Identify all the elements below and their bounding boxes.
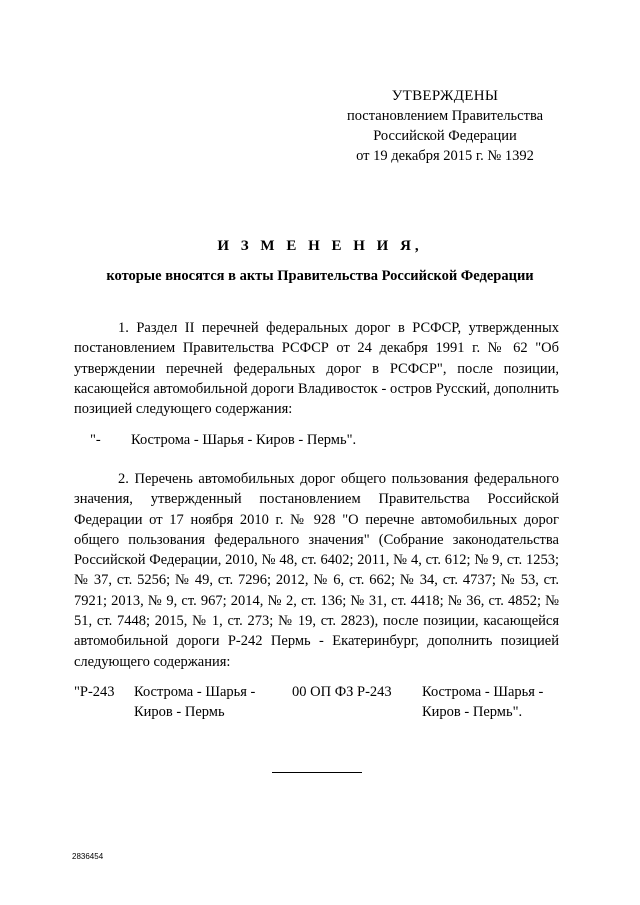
- footer-code: 2836454: [72, 852, 104, 861]
- document-heading: [70, 236, 570, 286]
- approval-title: УТВЕРЖДЕНЫ: [391, 88, 499, 104]
- road-code: "Р-243: [74, 684, 115, 700]
- road-route-2: Кострома - Шарья - Киров - Пермь".: [422, 684, 544, 720]
- paragraph-1: 1. Раздел II перечней федеральных дорог в РСФСР, утвержденных постановлением Правительства РСФСР от 24 декабря 1991 г. № 62 "Об утверждении перечней федеральных дорог в РСФСР", после позиции, касающейся автомобильной дороги Владивосток - остров Русский, дополнить позицией следующего содержания:: [74, 320, 559, 418]
- paragraph-2: 2. Перечень автомобильных дорог общего пользования федерального значения, утвержденный постановлением Правительства Российской Федерации от 17 ноября 2010 г. № 928 "О перечне автомобильных дорог общего пользования федерального значения" (Собрание законодательства Российской Федерации, 2010, № 48, ст. 6402; 2011, № 4, ст. 612; № 9, ст. 1253; № 37, ст. 5256; № 49, ст. 7296; 2012, № 6, ст. 662; № 34, ст. 4737; № 53, ст. 7921; 2013, № 9, ст. 967; 2014, № 2, ст. 136; № 31, ст. 4418; № 36, ст. 4852; № 51, ст. 7448; 2015, № 1, ст. 273; № 19, ст. 2823), после позиции, касающейся автомобильной дороги Р-242 Пермь - Екатеринбург, дополнить позицией следующего содержания:: [74, 471, 559, 670]
- insertion-1: [90, 430, 356, 450]
- insertion-1-text: Кострома - Шарья - Киров - Пермь".: [131, 432, 357, 448]
- insertion-1-quote: "-: [90, 432, 101, 448]
- road-id: 00 ОП ФЗ Р-243: [292, 684, 392, 700]
- approval-line-2: Российской Федерации: [373, 128, 517, 144]
- document-subtitle: которые вносятся в акты Правительства Российской Федерации: [106, 268, 534, 284]
- document-title: И З М Е Н Е Н И Я,: [217, 238, 423, 254]
- end-divider: [272, 772, 362, 773]
- approval-block: [340, 86, 550, 166]
- approval-line-1: постановлением Правительства: [346, 108, 544, 124]
- approval-line-3: от 19 декабря 2015 г. № 1392: [356, 148, 534, 164]
- road-route: Кострома - Шарья - Киров - Пермь: [134, 684, 256, 720]
